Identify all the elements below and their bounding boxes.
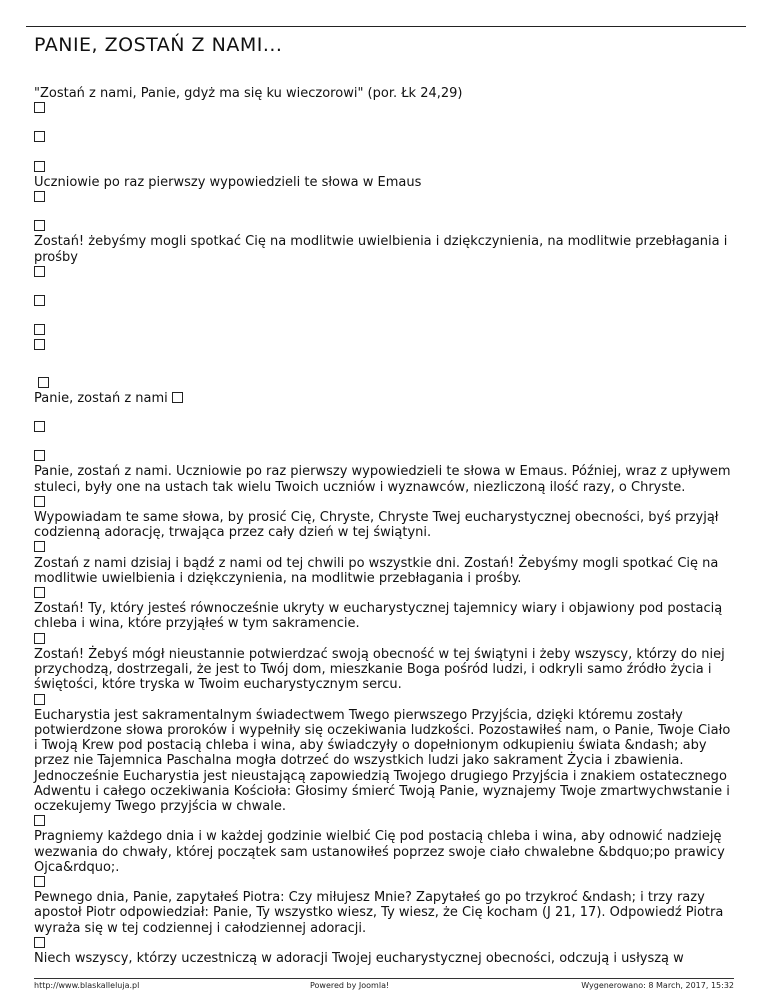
missing-glyph-icon [34, 496, 45, 507]
paragraph: Panie, zostań z nami [34, 390, 168, 406]
missing-glyph-icon [34, 220, 45, 231]
missing-glyph-icon [172, 392, 183, 403]
paragraph: "Zostań z nami, Panie, gdyż ma się ku wieczorowi" (por. Łk 24,29) [34, 86, 463, 101]
paragraph: Uczniowie po raz pierwszy wypowiedzieli te słowa w Emaus [34, 174, 422, 190]
missing-glyph-icon [34, 541, 45, 552]
missing-glyph-icon [34, 587, 45, 598]
missing-glyph-icon [34, 450, 45, 461]
missing-glyph-icon [34, 633, 45, 644]
missing-glyph-icon [34, 815, 45, 826]
missing-glyph-icon [34, 694, 45, 705]
paragraph: Panie, zostań z nami. Uczniowie po raz pierwszy wypowiedzieli te słowa w Emaus. Później, wraz z upływem stuleci, były one na ustach tak wielu Twoich uczniów i wyznawców, niezliczoną ilość razy, o Chryste. [34, 464, 731, 495]
paragraph: Pewnego dnia, Panie, zapytałeś Piotra: Czy miłujesz Mnie? Zapytałeś go po trzykroć &ndash; i trzy razy apostoł Piotr odpowiedział: Panie, Ty wszystko wiesz, Ty wiesz, że Cię kocham (J 21, 17). Odpowiedź Piotra wyraża się w tej codziennej i całodziennej adoracji. [34, 890, 724, 936]
missing-glyph-icon [34, 324, 45, 335]
article-body [34, 86, 734, 966]
missing-glyph-icon [38, 377, 49, 388]
paragraph: Zostań! Żebyś mógł nieustannie potwierdzać swoją obecność w tej świątyni i żeby wszyscy, którzy do niej przychodzą, dostrzegali, że jest to Twój dom, mieszkanie Boga pośród ludzi, i odkryli samo źródło życia i świętości, które tryska w Twoim eucharystycznym sercu. [34, 646, 725, 693]
generated-date-text: Wygenerowano: 8 March, 2017, 15:32 [581, 981, 734, 990]
missing-glyph-icon [34, 161, 45, 172]
paragraph: Zostań z nami dzisiaj i bądź z nami od tej chwili po wszystkie dni. Zostań! Żebyśmy mogli spotkać Cię na modlitwie uwielbienia i dziękczynienia, na modlitwie przebłagania i prośby. [34, 555, 719, 586]
top-rule [26, 26, 746, 27]
missing-glyph-icon [34, 131, 45, 142]
missing-glyph-icon [34, 339, 45, 350]
page-title: PANIE, ZOSTAŃ Z NAMI... [34, 34, 283, 56]
missing-glyph-icon [34, 102, 45, 113]
paragraph: Pragniemy każdego dnia i w każdej godzinie wielbić Cię pod postacią chleba i wina, aby odnowić nadzieję wezwania do chwały, której początek sam ustanowiłeś poprzez swoje ciało chwalebne &bdquo;po prawicy Ojca&rdquo;. [34, 829, 725, 875]
powered-by-text: Powered by Joomla! [310, 981, 390, 990]
paragraph: Wypowiadam te same słowa, by prosić Cię, Chryste, Chryste Twej eucharystycznej obecności, byś przyjął codzienną adorację, trwająca przez cały dzień w tej świątyni. [34, 510, 719, 541]
paragraph: Zostań! Ty, który jesteś równocześnie ukryty w eucharystycznej tajemnicy wiary i objawiony pod postacią chleba i wina, które przyjąłeś w tym sakramencie. [34, 601, 723, 632]
missing-glyph-icon [34, 295, 45, 306]
missing-glyph-icon [34, 191, 45, 202]
missing-glyph-icon [34, 937, 45, 948]
missing-glyph-icon [34, 266, 45, 277]
paragraph: Eucharystia jest sakramentalnym świadectwem Twego pierwszego Przyjścia, dzięki któremu zostały potwierdzone słowa proroków i wypełniły się oczekiwania ludzkości. Pozostawiłeś nam, o Panie, Twoje Ciało i Twoją Krew pod postacią chleba i wina, aby świadczyły o dopełnionym odkupieniu świata &ndash; aby przez nie Tajemnica Paschalna mogła dotrzeć do wszystkich ludzi jako sakrament Życia i zbawienia. Jednocześnie Eucharystia jest nieustającą zapowiedzią Twojego drugiego Przyjścia i znakiem ostatecznego Adwentu i całego oczekiwania Kościoła: Głosimy śmierć Twoją Panie, wyznajemy Twoje zmartwychwstanie i oczekujemy Twego przyjścia w chwale. [34, 707, 731, 814]
paragraph: Zostań! żebyśmy mogli spotkać Cię na modlitwie uwielbienia i dziękczynienia, na modlitwie przebłagania i prośby [34, 234, 728, 265]
missing-glyph-icon [34, 876, 45, 887]
paragraph: Niech wszyscy, którzy uczestniczą w adoracji Twojej eucharystycznej obecności, odczują i usłyszą w [34, 950, 684, 966]
missing-glyph-icon [34, 421, 45, 432]
page-footer [34, 978, 734, 992]
site-url-link[interactable]: http://www.blaskalleluja.pl [34, 981, 140, 990]
